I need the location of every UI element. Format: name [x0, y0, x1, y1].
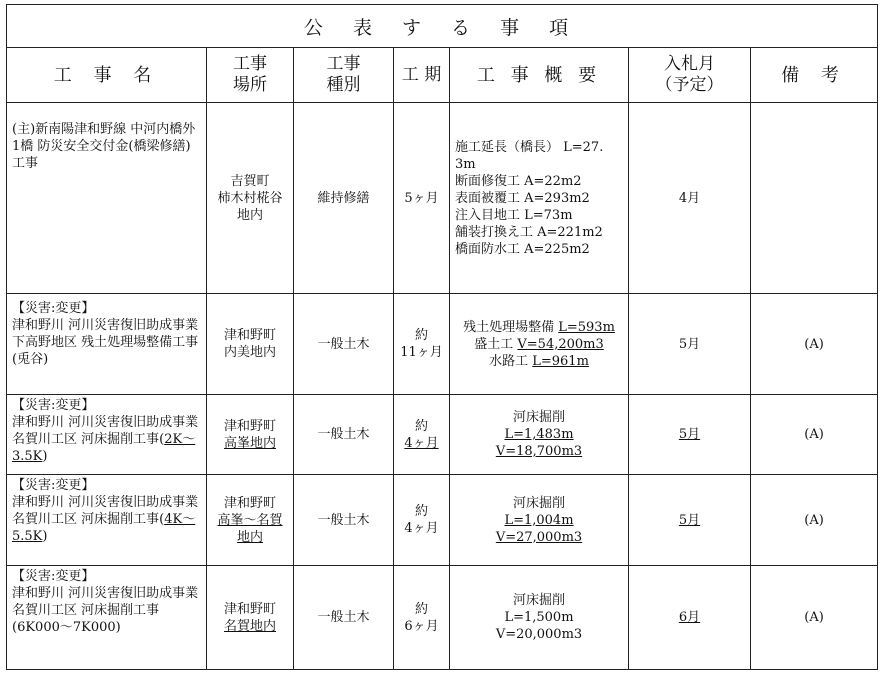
work-name: 【災害:変更】 津和野川 河川災害復旧助成事業 名賀川工区 河床掘削工事(6K000～7K000) — [7, 566, 207, 670]
table-title: 公 表 す る 事 項 — [7, 5, 878, 48]
bid-month: 4月 — [629, 103, 751, 294]
work-period: 5ヶ月 — [394, 103, 450, 294]
disaster-tag: 【災害:変更】 — [12, 569, 95, 584]
disaster-tag: 【災害:変更】 — [12, 478, 95, 493]
header-place: 工事 場所 — [207, 48, 294, 103]
table-row — [7, 475, 878, 566]
remarks: (A) — [751, 475, 878, 566]
header-overview: 工 事 概 要 — [450, 48, 629, 103]
work-place: 津和野町 高峯地内 — [207, 395, 294, 475]
header-remarks: 備 考 — [751, 48, 878, 103]
work-overview: 残土処理場整備 L=593m 盛土工 V=54,200m3 水路工 L=961m — [450, 294, 629, 395]
header-bid-month: 入札月 （予定） — [629, 48, 751, 103]
work-period: 約 4ヶ月 — [394, 475, 450, 566]
table-row — [7, 103, 878, 294]
work-place: 吉賀町 柿木村椛谷 地内 — [207, 103, 294, 294]
bid-month: 5月 — [629, 395, 751, 475]
work-type: 一般土木 — [294, 294, 394, 395]
table-row — [7, 566, 878, 670]
header-type: 工事 種別 — [294, 48, 394, 103]
work-period: 約 6ヶ月 — [394, 566, 450, 670]
table-row — [7, 294, 878, 395]
header-period: 工 期 — [394, 48, 450, 103]
disaster-tag: 【災害:変更】 — [12, 398, 95, 413]
table-row — [7, 395, 878, 475]
remarks: (A) — [751, 294, 878, 395]
work-place: 津和野町 高峯～名賀 地内 — [207, 475, 294, 566]
work-overview: 施工延長（橋長） L=27. 3m 断面修復工 A=22m2 表面被覆工 A=293m2 注入目地工 L=73m 舗装打換え工 A=221m2 橋面防水工 A=225m2 — [450, 103, 629, 294]
remarks: (A) — [751, 395, 878, 475]
work-overview: 河床掘削 L=1,483m V=18,700m3 — [450, 395, 629, 475]
header-name: 工 事 名 — [7, 48, 207, 103]
remarks: (A) — [751, 566, 878, 670]
work-place: 津和野町 名賀地内 — [207, 566, 294, 670]
work-period: 約 11ヶ月 — [394, 294, 450, 395]
disaster-tag: 【災害:変更】 — [12, 301, 95, 316]
bid-month: 6月 — [629, 566, 751, 670]
work-type: 一般土木 — [294, 566, 394, 670]
remarks — [751, 103, 878, 294]
work-type: 一般土木 — [294, 475, 394, 566]
work-type: 維持修繕 — [294, 103, 394, 294]
work-type: 一般土木 — [294, 395, 394, 475]
work-overview: 河床掘削 L=1,500m V=20,000m3 — [450, 566, 629, 670]
public-notice-table — [6, 4, 878, 670]
work-name: (主)新南陽津和野線 中河内橋外1橋 防災安全交付金(橋梁修繕)工事 — [7, 103, 207, 294]
work-name: 【災害:変更】 津和野川 河川災害復旧助成事業 下高野地区 残土処理場整備工事(兎谷) — [7, 294, 207, 395]
bid-month: 5月 — [629, 294, 751, 395]
bid-month: 5月 — [629, 475, 751, 566]
work-place: 津和野町 内美地内 — [207, 294, 294, 395]
work-overview: 河床掘削 L=1,004m V=27,000m3 — [450, 475, 629, 566]
header-row — [7, 48, 878, 103]
work-name: 【災害:変更】 津和野川 河川災害復旧助成事業 名賀川工区 河床掘削工事(4K～5.5K) — [7, 475, 207, 566]
work-period: 約 4ヶ月 — [394, 395, 450, 475]
work-name: 【災害:変更】 津和野川 河川災害復旧助成事業 名賀川工区 河床掘削工事(2K～3.5K) — [7, 395, 207, 475]
